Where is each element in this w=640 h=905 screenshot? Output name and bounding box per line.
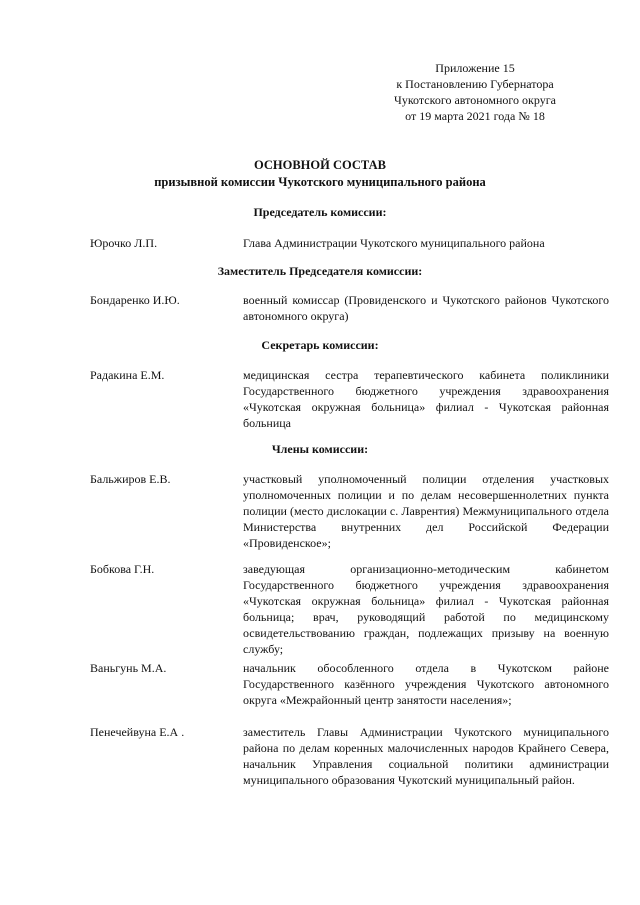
entry-role: заведующая организационно-методическим кабинетом Государственного бюджетного учреждения здравоохранения «Чукотская окружная больница» филиал - Чукотская районная больница; врач, руководящий работой по медицинскому освидетельствованию граждан, подлежащих призыву на военную службу; [243,562,609,656]
title-sub: призывной комиссии Чукотского муниципального района [154,175,486,189]
entry-name: Бобкова Г.Н. [90,562,155,576]
entry-name: Пенечейвуна Е.А . [90,725,185,739]
title-main: ОСНОВНОЙ СОСТАВ [254,158,386,172]
appendix-ref: к Постановлению Губернатора [396,77,554,91]
section-members: Члены комиссии: [271,442,369,456]
appendix-date: от 19 марта 2021 года № 18 [405,109,545,123]
entry-name: Радакина Е.М. [90,368,165,382]
entry-role: военный комиссар (Провиденского и Чукотского районов Чукотского автономного округа) [243,293,609,323]
appendix-region: Чукотского автономного округа [394,93,556,107]
entry-name: Бондаренко И.Ю. [90,293,180,307]
document-title [0,157,640,191]
entry-role: Глава Администрации Чукотского муниципального района [243,236,545,250]
entry-name: Юрочко Л.П. [90,236,158,250]
section-chair: Председатель комиссии: [253,205,387,219]
entry-role: заместитель Главы Администрации Чукотского муниципального района по делам коренных малочисленных народов Крайнего Севера, начальник Управления социальной политики администрации муниципального образования Чукотский муниципальный район. [243,725,609,787]
appendix-number: Приложение 15 [435,61,515,75]
section-deputy: Заместитель Председателя комиссии: [217,264,423,278]
entry-role: участковый уполномоченный полиции отделения участковых уполномоченных полиции и по делам несовершеннолетних пункта полиции (место дислокации с. Лаврентия) Межмуниципального отдела Министерства внутренних дел Российской Федерации «Провиденское»; [243,472,609,550]
section-secretary: Секретарь комиссии: [261,338,379,352]
entry-role: медицинская сестра терапевтического кабинета поликлиники Государственного бюджетного учреждения здравоохранения «Чукотская окружная больница» филиал - Чукотская районная больница [243,368,609,430]
entry-role: начальник обособленного отдела в Чукотском районе Государственного казённого учреждения Чукотского автономного округа «Межрайонный центр занятости населения»; [243,661,609,707]
appendix-header [380,60,570,124]
entry-name: Бальжиров Е.В. [90,472,171,486]
entry-name: Ваньгунь М.А. [90,661,167,675]
